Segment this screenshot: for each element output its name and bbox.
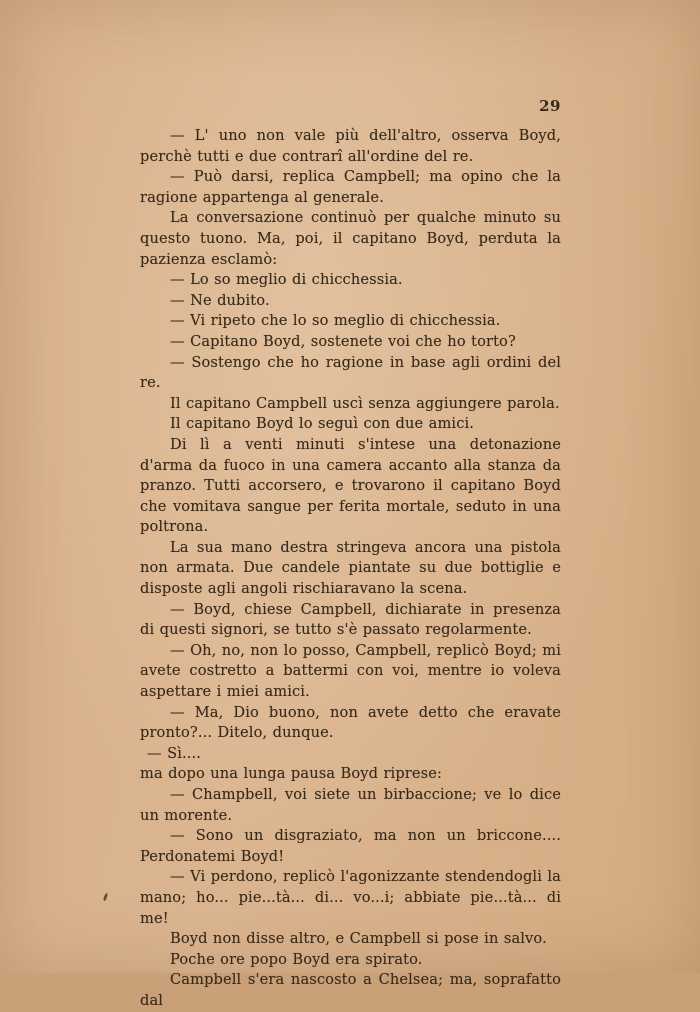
paragraph: — Sono un disgraziato, ma non un briccone.... Perdonatemi Boyd! [140, 827, 561, 865]
paragraph: — Vi ripeto che lo so meglio di chicchessia. [170, 312, 501, 330]
paragraph: Poche ore popo Boyd era spirato. [170, 950, 423, 968]
paragraph: — Lo so meglio di chicchessia. [170, 271, 403, 289]
paragraph: — Può darsi, replica Campbell; ma opino che la ragione appartenga al generale. [140, 168, 561, 206]
paragraph: — Capitano Boyd, sostenete voi che ho torto? [170, 332, 516, 350]
text-block [140, 126, 561, 1012]
paragraph: La conversazione continuò per qualche minuto su questo tuono. Ma, poi, il capitano Boyd, perduta la pazienza esclamò: [140, 209, 561, 268]
paragraph: — Sì.... [147, 744, 202, 762]
paragraph: ma dopo una lunga pausa Boyd riprese: [140, 765, 443, 783]
paragraph: La sua mano destra stringeva ancora una pistola non armata. Due candele piantate su due bottiglie e disposte agli angoli rischiaravano la scena. [140, 538, 561, 598]
paragraph: — Ma, Dio buono, non avete detto che eravate pronto?... Ditelo, dunque. [140, 703, 561, 742]
paragraph: Il capitano Campbell uscì senza aggiungere parola. [170, 394, 560, 412]
paragraph: — Sostengo che ho ragione in base agli ordini del re. [140, 353, 561, 392]
paragraph: — Champbell, voi siete un birbaccione; ve lo dice un morente. [140, 786, 561, 824]
page-number: 29 [539, 97, 561, 115]
paragraph: — Oh, no, non lo posso, Campbell, replicò Boyd; mi avete costretto a battermi con voi, mentre io voleva aspettare i miei amici. [140, 641, 561, 701]
paragraph: Di lì a venti minuti s'intese una detonazione d'arma da fuoco in una camera accanto alla stanza da pranzo. Tutti accorsero, e trovarono il capitano Boyd che vomitava sangue per ferita mortale, seduto in una poltrona. [140, 435, 561, 536]
paragraph: Boyd non disse altro, e Campbell si pose in salvo. [170, 930, 547, 948]
ink-speck-icon [103, 893, 108, 902]
paragraph: — Vi perdono, replicò l'agonizzante stendendogli la mano; ho... pie...tà... di... vo...i; abbiate pie...tà... di me! [140, 868, 561, 927]
paragraph: — L' uno non vale più dell'altro, osserva Boyd, perchè tutti e due contrarî all'ordine del re. [140, 127, 561, 165]
paragraph: — Ne dubito. [170, 291, 270, 309]
paragraph: — Boyd, chiese Campbell, dichiarate in presenza di questi signori, se tutto s'è passato regolarmente. [140, 600, 561, 639]
paragraph: Il capitano Boyd lo seguì con due amici. [170, 415, 475, 433]
paragraph: Campbell s'era nascosto a Chelsea; ma, soprafatto dal [140, 971, 561, 1009]
